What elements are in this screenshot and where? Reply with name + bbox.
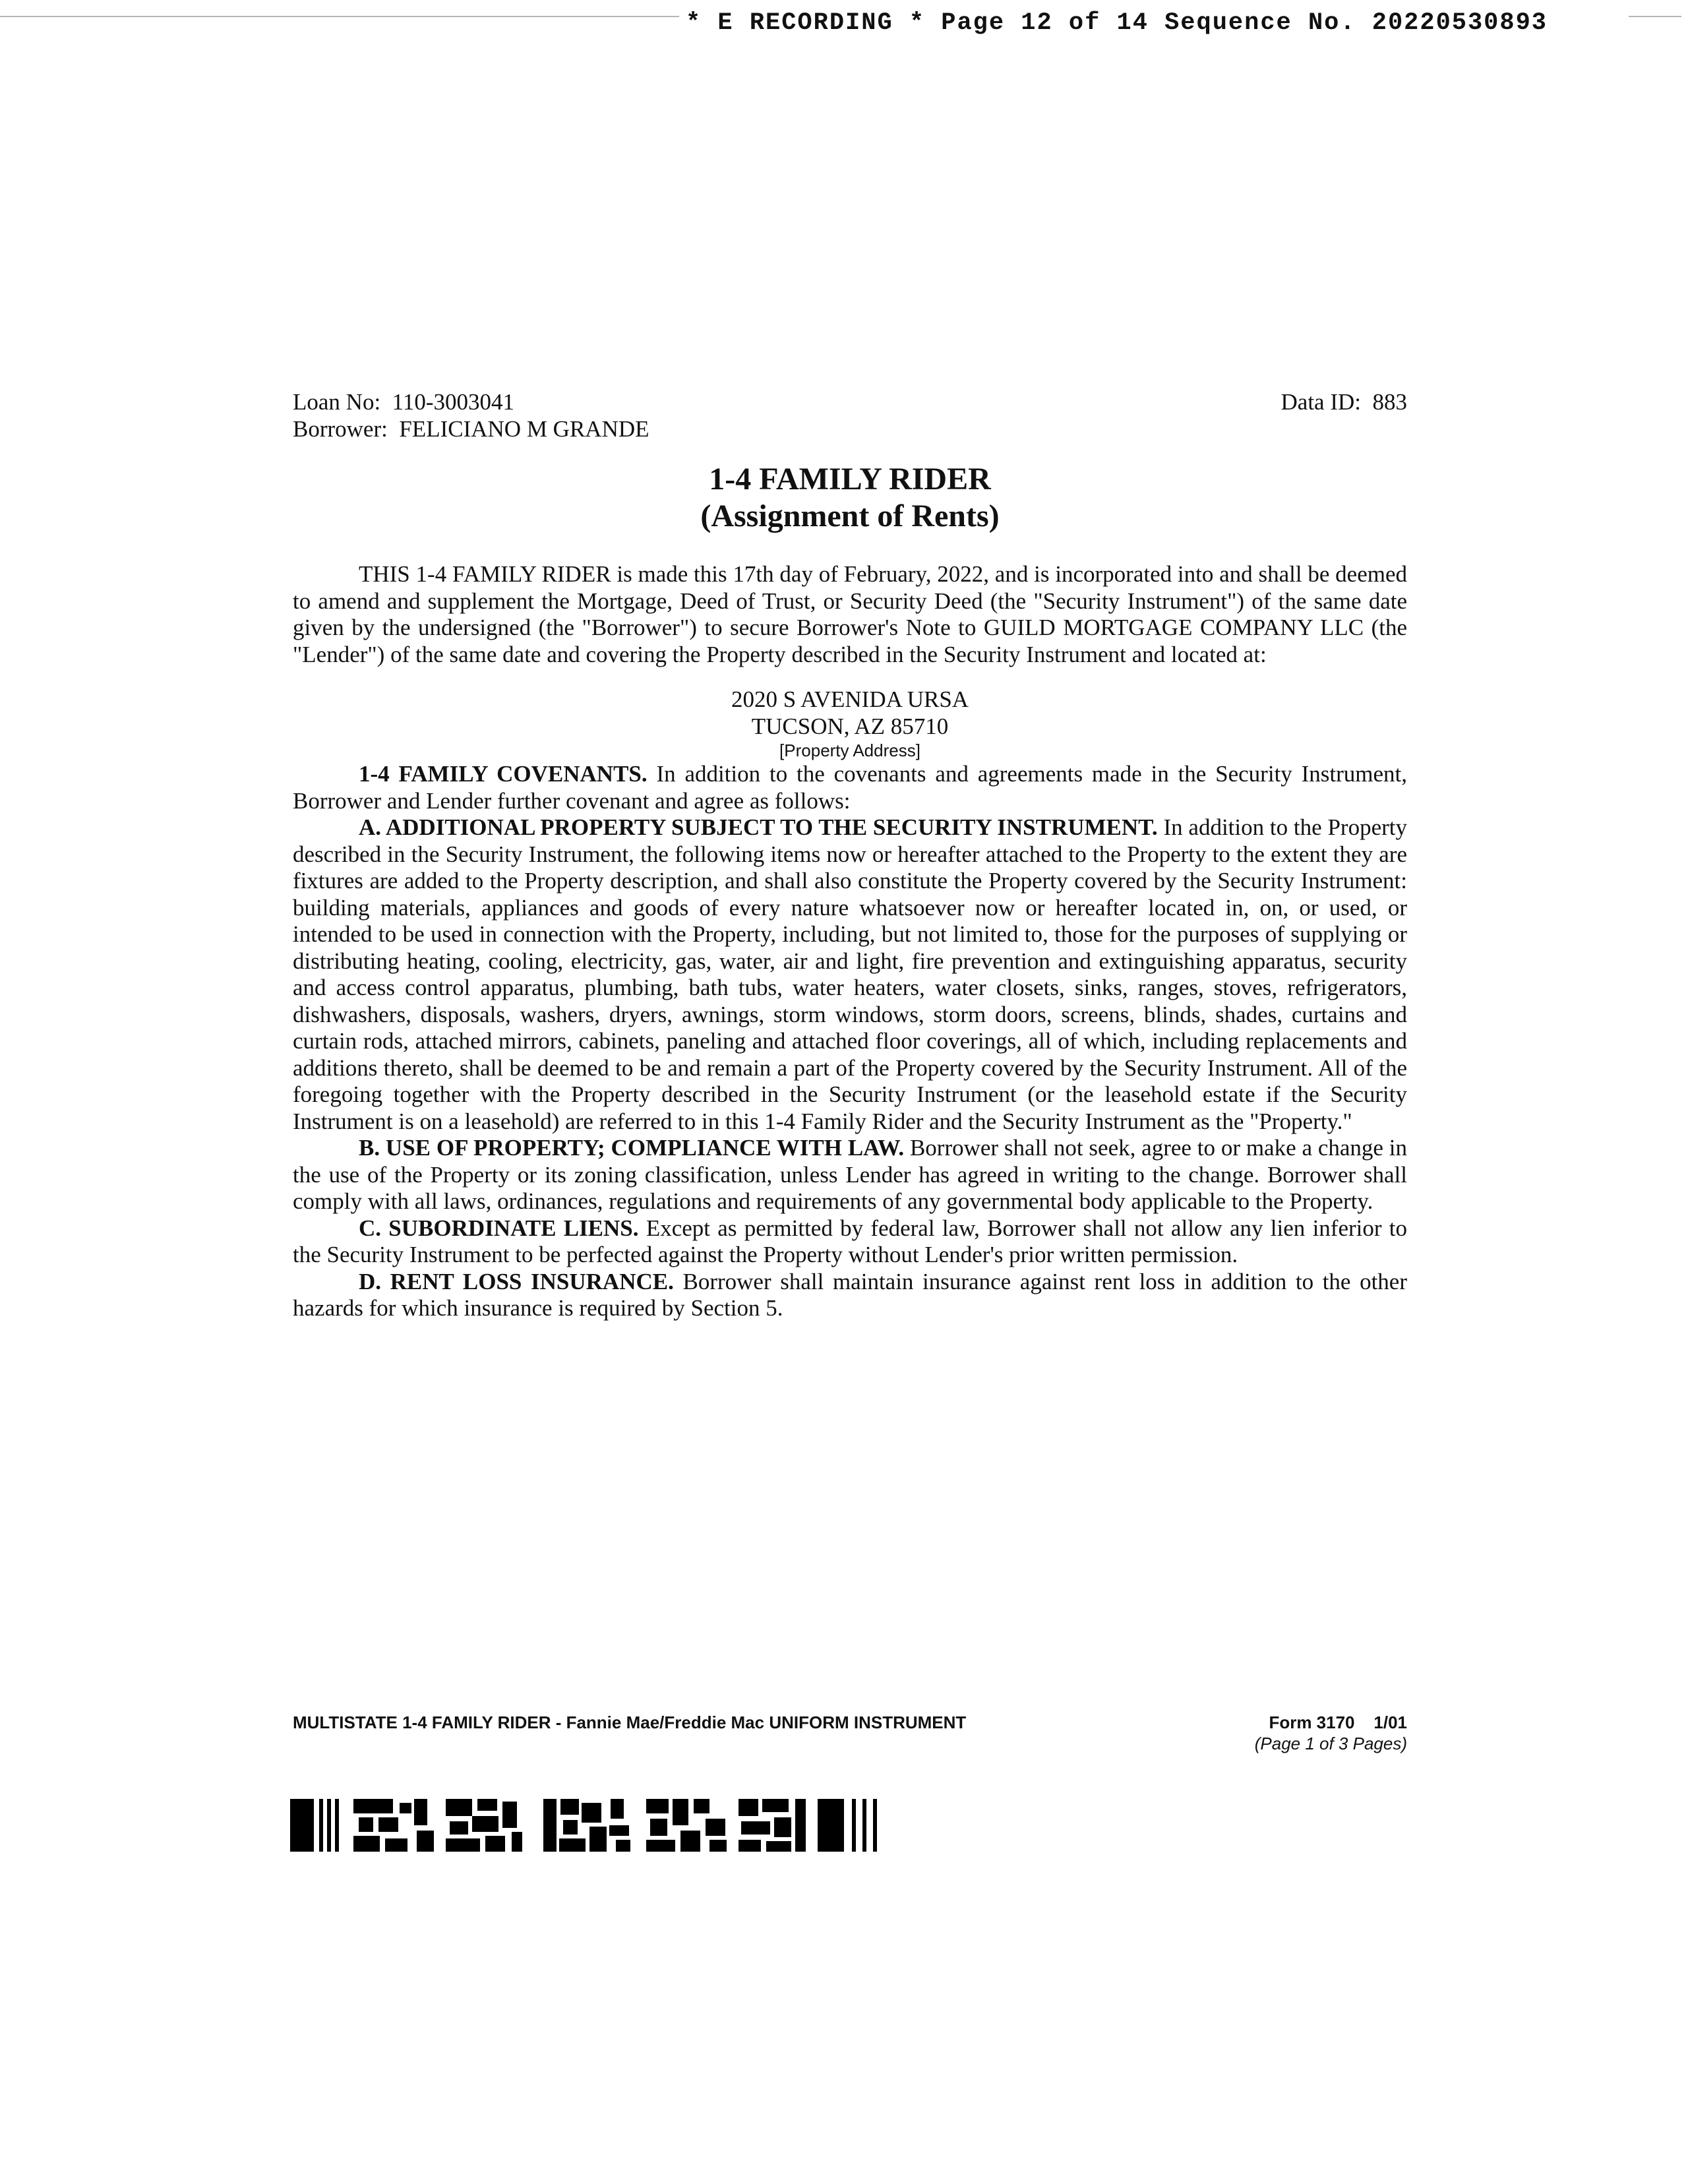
borrower-label: Borrower: [293, 415, 388, 442]
covenants-paragraph [293, 761, 1407, 814]
scan-artifact-line [0, 16, 679, 17]
intro-paragraph: THIS 1-4 FAMILY RIDER is made this 17th day of February, 2022, and is incorporated into and shall be deemed to amend and supplement the Mortgage, Deed of Trust, or Security Deed (the "Security Instrument") of the same date given by the undersigned (the "Borrower") to secure Borrower's Note to GUILD MORTGAGE COMPANY LLC (the "Lender") of the same date and covering the Property described in the Security Instrument and located at: [293, 561, 1407, 667]
document-barcode [290, 1799, 890, 1852]
section-text: Borrower shall maintain insurance against rent loss in addition to the other hazards for which insurance is required by Section 5. [293, 1268, 1407, 1321]
loan-no-label: Loan No: [293, 389, 381, 415]
footer-form-number: Form 3170 1/01 [1269, 1713, 1407, 1732]
section-heading: D. RENT LOSS INSURANCE. [359, 1268, 674, 1294]
section-text: In addition to the Property described in the Security Instrument, the following items now or hereafter attached to the Property to the extent they are fixtures are added to the Property description, and shall also constitute the Property covered by the Security Instrument: building materials, appliances and goods of every nature whatsoever now or hereafter located in, on, or used, or intended to be used in connection with the Property, including, but not limited to, those for the purposes of supplying or distributing heating, cooling, electricity, gas, water, air and light, fire prevention and extinguishing apparatus, security and access control apparatus, plumbing, bath tubs, water heaters, water closets, sinks, ranges, stoves, refrigerators, dishwashers, disposals, washers, dryers, awnings, storm windows, storm doors, screens, blinds, shades, curtains and curtain rods, attached mirrors, cabinets, paneling and attached floor coverings, all of which, including replacements and additions thereto, shall be deemed to be and remain a part of the Property covered by the Security Instrument. All of the foregoing together with the Property described in the Security Instrument (or the leasehold estate if the Security Instrument is on a leasehold) are referred to in this 1-4 Family Rider and the Security Instrument as the "Property." [293, 814, 1407, 1134]
recording-header: * E RECORDING * Page 12 of 14 Sequence No. 20220530893 [686, 9, 1548, 37]
section-heading: B. USE OF PROPERTY; COMPLIANCE WITH LAW. [359, 1135, 905, 1161]
footer-page-count: (Page 1 of 3 Pages) [1254, 1734, 1407, 1753]
data-id: 883 [1372, 389, 1407, 415]
address-line-1: 2020 S AVENIDA URSA [731, 686, 969, 712]
footer-form-title: MULTISTATE 1-4 FAMILY RIDER - Fannie Mae/Freddie Mac UNIFORM INSTRUMENT [293, 1713, 967, 1732]
data-id-line [1281, 389, 1407, 442]
document-title-block [293, 461, 1407, 535]
covenants-heading: 1-4 FAMILY COVENANTS. [359, 761, 648, 787]
data-id-label: Data ID: [1281, 389, 1361, 415]
document-body [293, 389, 1407, 1322]
section-d [293, 1269, 1407, 1322]
section-text: Except as permitted by federal law, Borrower shall not allow any lien inferior to the Security Instrument to be perfected against the Property without Lender's prior written permission. [293, 1215, 1408, 1267]
section-a [293, 814, 1407, 1135]
scan-artifact-line [1629, 16, 1681, 17]
document-title: 1-4 FAMILY RIDER [709, 462, 991, 497]
borrower-name: FELICIANO M GRANDE [399, 415, 649, 442]
address-line-2: TUCSON, AZ 85710 [751, 713, 949, 739]
loan-info [293, 389, 1407, 442]
section-heading: C. SUBORDINATE LIENS. [359, 1215, 639, 1241]
property-address [293, 686, 1407, 761]
section-c [293, 1215, 1407, 1269]
section-b [293, 1135, 1407, 1215]
section-text: Borrower shall not seek, agree to or make a change in the use of the Property or its zoning classification, unless Lender has agreed in writing to the change. Borrower shall comply with all laws, ordinances, regulations and requirements of any governmental body applicable to the Property. [293, 1135, 1408, 1214]
property-address-label: [Property Address] [779, 741, 920, 760]
section-heading: A. ADDITIONAL PROPERTY SUBJECT TO THE SECURITY INSTRUMENT. [359, 814, 1158, 840]
loan-no: 110-3003041 [392, 389, 515, 415]
covenants-text: In addition to the covenants and agreements made in the Security Instrument, Borrower and Lender further covenant and agree as follows: [293, 761, 1407, 814]
borrower-line [293, 416, 649, 443]
page-footer [293, 1712, 1407, 1754]
loan-number-line [293, 389, 649, 416]
document-subtitle: (Assignment of Rents) [700, 499, 1000, 533]
